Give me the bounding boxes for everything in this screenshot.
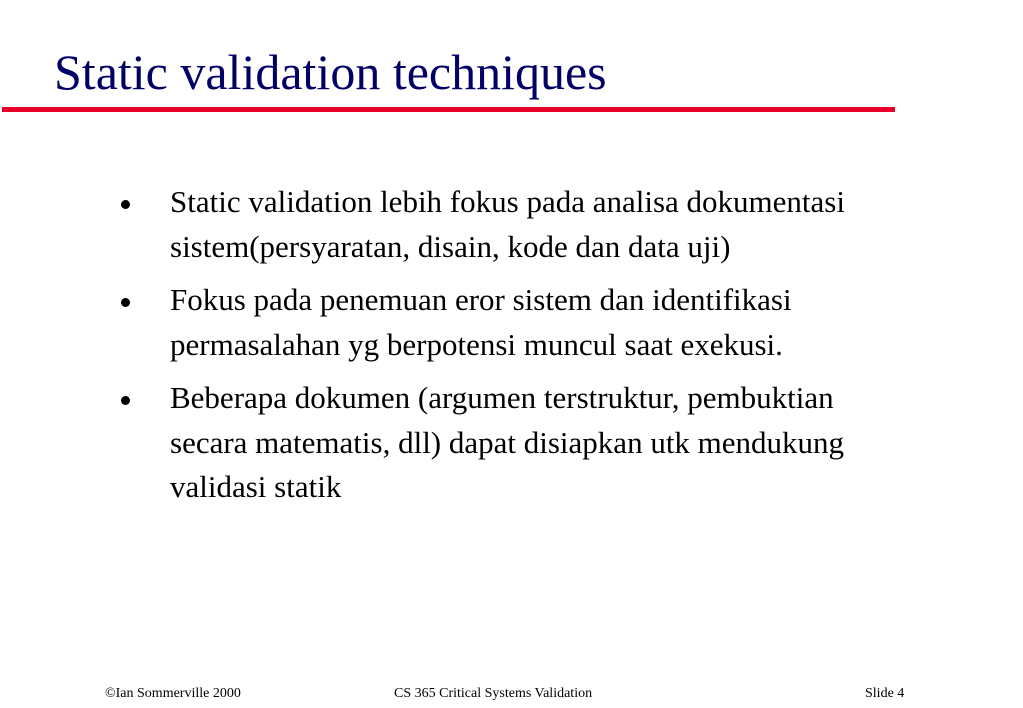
bullet-item (117, 376, 917, 510)
slide-title: Static validation techniques (54, 44, 607, 100)
bullet-item (117, 278, 917, 367)
bullet-text: Static validation lebih fokus pada analisa dokumentasi sistem(persyaratan, disain, kode dan data uji) (170, 184, 845, 264)
bullet-list (117, 180, 917, 519)
bullet-text: Beberapa dokumen (argumen terstruktur, pembuktian secara matematis, dll) dapat disiapkan utk mendukung validasi statik (170, 380, 845, 504)
bullet-dot-icon (121, 298, 130, 307)
footer-slide-number: Slide 4 (865, 686, 905, 701)
bullet-item (117, 180, 917, 269)
title-underline (2, 107, 895, 112)
bullet-dot-icon (121, 396, 130, 405)
footer-course-title: CS 365 Critical Systems Validation (394, 686, 593, 701)
bullet-text: Fokus pada penemuan eror sistem dan identifikasi permasalahan yg berpotensi muncul saat exekusi. (170, 282, 792, 362)
bullet-dot-icon (121, 200, 130, 209)
footer-copyright: ©Ian Sommerville 2000 (105, 686, 241, 701)
